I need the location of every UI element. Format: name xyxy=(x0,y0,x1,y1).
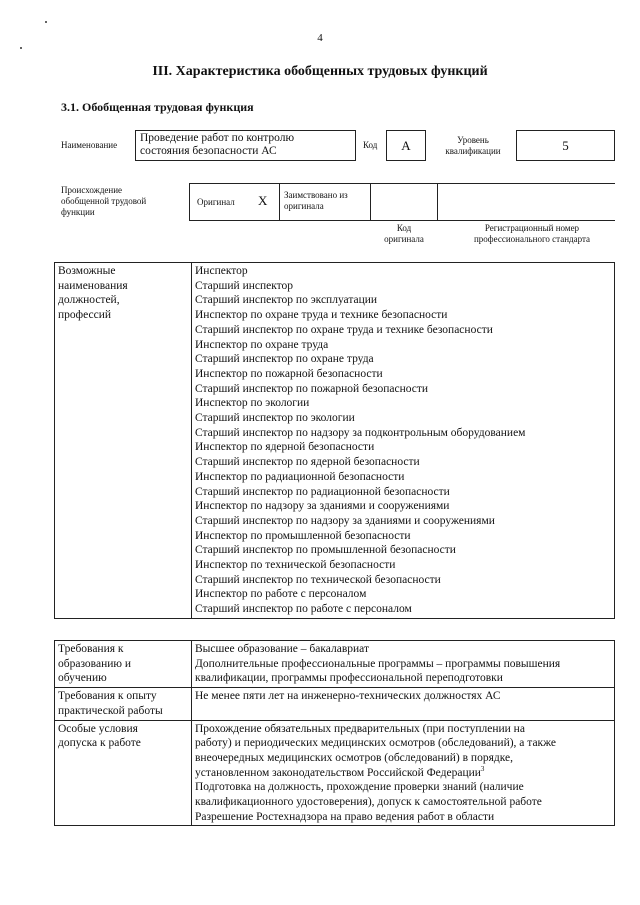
position-item: Старший инспектор по надзору за подконтрольным оборудованием xyxy=(195,426,526,439)
positions-label-line: наименования xyxy=(58,279,128,292)
position-item: Старший инспектор по надзору за зданиями и сооружениями xyxy=(195,514,495,527)
requirements-table xyxy=(54,640,615,826)
education-label-line: Требования к xyxy=(58,643,124,655)
position-item: Старший инспектор xyxy=(195,279,294,292)
education-line: квалификации, программы профессиональной переподготовки xyxy=(195,672,503,685)
position-item: Инспектор по охране труда xyxy=(195,338,329,351)
education-label-cell xyxy=(55,641,192,688)
position-item: Старший инспектор по экологии xyxy=(195,412,355,425)
position-item: Инспектор по экологии xyxy=(195,397,310,410)
page-number: 4 xyxy=(317,32,323,44)
reg-caption-line1: Регистрационный номер xyxy=(484,223,580,233)
footnote-mark[interactable]: 3 xyxy=(480,764,485,773)
reg-caption-line2: профессионального стандарта xyxy=(473,234,591,244)
original-label: Оригинал xyxy=(197,197,235,207)
admission-line: Прохождение обязательных предварительных (при поступлении на xyxy=(195,722,525,735)
reg-caption xyxy=(452,223,612,245)
origin-label-line3: функции xyxy=(61,207,95,217)
experience-label-line: практической работы xyxy=(58,704,163,717)
positions-label-line: Возможные xyxy=(58,265,116,277)
position-item: Инспектор по надзору за зданиями и сооружениями xyxy=(195,500,450,513)
education-line: Дополнительные профессиональные программы – программы повышения xyxy=(195,657,561,670)
position-item: Старший инспектор по промышленной безопасности xyxy=(195,544,456,557)
admission-label-cell xyxy=(55,720,192,826)
admission-line: внеочередных медицинских осмотров (обследований) в порядке, xyxy=(195,751,514,764)
level-label-line2: квалификации xyxy=(445,146,501,156)
name-value-line2: состояния безопасности АС xyxy=(140,145,277,157)
admission-line: работу) и периодических медицинских осмотров (обследований), а также xyxy=(195,737,557,750)
name-label: Наименование xyxy=(61,140,118,150)
admission-label-line: допуска к работе xyxy=(58,737,141,750)
education-value-cell xyxy=(192,641,615,688)
original-mark: X xyxy=(258,193,268,208)
positions-table xyxy=(54,262,615,619)
position-item: Старший инспектор по пожарной безопасности xyxy=(195,382,429,395)
code-value: А xyxy=(401,138,411,153)
positions-label-line: профессий xyxy=(58,309,112,322)
position-item: Старший инспектор по ядерной безопасности xyxy=(195,456,420,469)
admission-row xyxy=(55,720,615,826)
education-row xyxy=(55,641,615,688)
education-label-line: образованию и xyxy=(58,657,131,670)
scan-mark xyxy=(45,21,47,23)
positions-row xyxy=(55,263,615,619)
borrowed-label-line2: оригинала xyxy=(284,201,324,211)
code-caption xyxy=(372,223,436,245)
positions-label-cell xyxy=(55,263,192,619)
experience-label-cell xyxy=(55,688,192,720)
code-label: Код xyxy=(363,140,378,150)
position-item: Инспектор по технической безопасности xyxy=(195,559,396,572)
admission-line-with-footnote xyxy=(195,766,611,781)
position-item: Инспектор по охране труда и технике безопасности xyxy=(195,309,448,322)
admission-line: Подготовка на должность, прохождение проверки знаний (наличие xyxy=(195,781,524,794)
position-item: Инспектор xyxy=(195,265,248,277)
borrowed-label-line1: Заимствовано из xyxy=(284,190,348,200)
position-item: Старший инспектор по охране труда xyxy=(195,353,374,366)
education-line: Высшее образование – бакалавриат xyxy=(195,643,369,655)
experience-line: Не менее пяти лет на инженерно-технических должностях АС xyxy=(195,690,501,703)
level-label-line1: Уровень xyxy=(457,135,489,145)
position-item: Инспектор по работе с персоналом xyxy=(195,588,367,601)
origin-table xyxy=(189,183,615,221)
origin-divider-1 xyxy=(279,184,280,220)
position-item: Инспектор по промышленной безопасности xyxy=(195,529,411,542)
position-item: Старший инспектор по технической безопасности xyxy=(195,573,441,586)
position-item: Инспектор по ядерной безопасности xyxy=(195,441,375,454)
level-value-box xyxy=(516,130,615,161)
level-label xyxy=(436,135,510,157)
position-item: Старший инспектор по охране труда и технике безопасности xyxy=(195,323,493,336)
position-item: Старший инспектор по радиационной безопасности xyxy=(195,485,450,498)
code-caption-line1: Код xyxy=(396,223,412,233)
section-title: III. Характеристика обобщенных трудовых функций xyxy=(152,64,488,79)
position-item: Старший инспектор по работе с персоналом xyxy=(195,603,412,616)
scan-mark xyxy=(20,47,22,49)
admission-label-line: Особые условия xyxy=(58,722,138,735)
origin-divider-2 xyxy=(370,184,371,220)
origin-label-line2: обобщенной трудовой xyxy=(61,196,147,206)
admission-value-cell xyxy=(192,720,615,826)
name-value-box xyxy=(135,130,356,161)
code-caption-line2: оригинала xyxy=(384,234,424,244)
position-item: Инспектор по радиационной безопасности xyxy=(195,470,405,483)
experience-value-cell xyxy=(192,688,615,720)
origin-divider-3 xyxy=(437,184,438,220)
origin-label xyxy=(61,185,146,218)
origin-label-line1: Происхождение xyxy=(61,185,123,195)
code-value-box xyxy=(386,130,426,161)
level-value: 5 xyxy=(562,138,569,153)
experience-label-line: Требования к опыту xyxy=(58,690,157,703)
positions-label-line: должностей, xyxy=(58,294,120,307)
admission-line: Разрешение Ростехнадзора на право ведения работ в области xyxy=(195,810,495,823)
admission-line: установленном законодательством Российской Федерации xyxy=(195,766,481,779)
experience-row xyxy=(55,688,615,720)
borrowed-label xyxy=(284,190,348,212)
position-item: Инспектор по пожарной безопасности xyxy=(195,367,383,380)
positions-list-cell xyxy=(192,263,615,619)
subsection-title: 3.1. Обобщенная трудовая функция xyxy=(61,100,254,114)
name-value-line1: Проведение работ по контролю xyxy=(140,132,295,144)
position-item: Старший инспектор по эксплуатации xyxy=(195,294,378,307)
admission-line: квалификационного удостоверения), допуск к самостоятельной работе xyxy=(195,796,542,809)
education-label-line: обучению xyxy=(58,672,107,685)
